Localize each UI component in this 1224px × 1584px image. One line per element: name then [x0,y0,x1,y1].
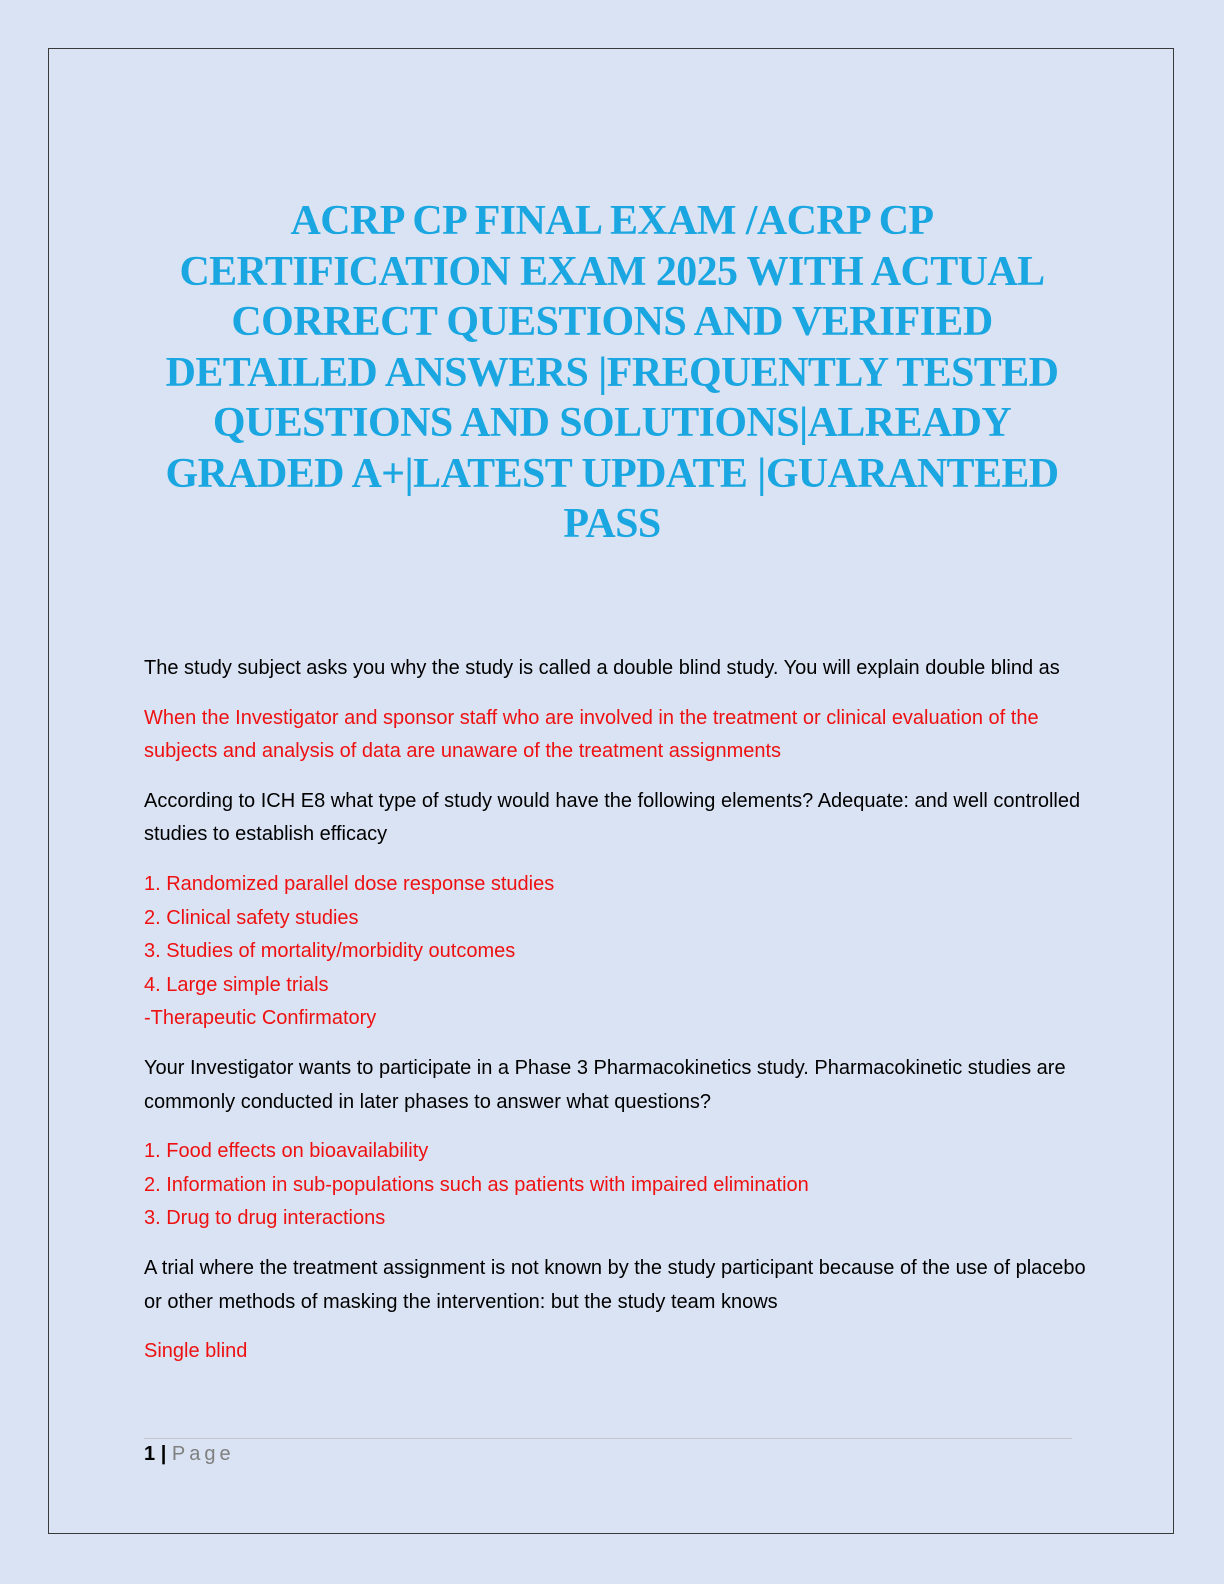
page-label: Page [171,1443,235,1465]
answer-3-line: 1. Food effects on bioavailability [144,1140,429,1163]
question-1: The study subject asks you why the study is called a double blind study. You will explain double blind as [144,657,1060,679]
answer-2-line: 3. Studies of mortality/morbidity outcomes [144,940,516,963]
answer-4: Single blind [144,1340,248,1363]
document-title: ACRP CP FINAL EXAM /ACRP CP CERTIFICATION EXAM 2025 WITH ACTUAL CORRECT QUESTIONS AND VERIFIED DETAILED ANSWERS |FREQUENTLY TESTED QUESTIONS AND SOLUTIONS|ALREADY GRADED A+|LATEST UPDATE |GUARANTEED PASS [165,198,1059,547]
footer-separator: | [160,1443,167,1465]
footer-divider [144,1438,1072,1439]
answer-3-list [144,1135,1086,1236]
qa-content [144,652,1086,1385]
answer-2-line: -Therapeutic Confirmatory [144,1007,377,1030]
page-footer [144,1440,235,1468]
answer-1: When the Investigator and sponsor staff who are involved in the treatment or clinical evaluation of the subjects and analysis of data are unaware of the treatment assignments [144,706,1039,763]
question-3: Your Investigator wants to participate in a Phase 3 Pharmacokinetics study. Pharmacokinetic studies are commonly conducted in later phases to answer what questions? [144,1056,1066,1113]
answer-2-list [144,868,1086,1036]
answer-2-line: 2. Clinical safety studies [144,906,359,929]
question-2: According to ICH E8 what type of study would have the following elements? Adequate: and well controlled studies to establish efficacy [144,789,1081,846]
answer-3-line: 3. Drug to drug interactions [144,1207,386,1230]
answer-2-line: 4. Large simple trials [144,973,329,996]
answer-2-line: 1. Randomized parallel dose response studies [144,872,555,895]
answer-3-line: 2. Information in sub-populations such as patients with impaired elimination [144,1173,809,1196]
question-4: A trial where the treatment assignment is not known by the study participant because of the use of placebo or other methods of masking the intervention: but the study team knows [144,1256,1086,1313]
page-number: 1 [144,1443,156,1465]
